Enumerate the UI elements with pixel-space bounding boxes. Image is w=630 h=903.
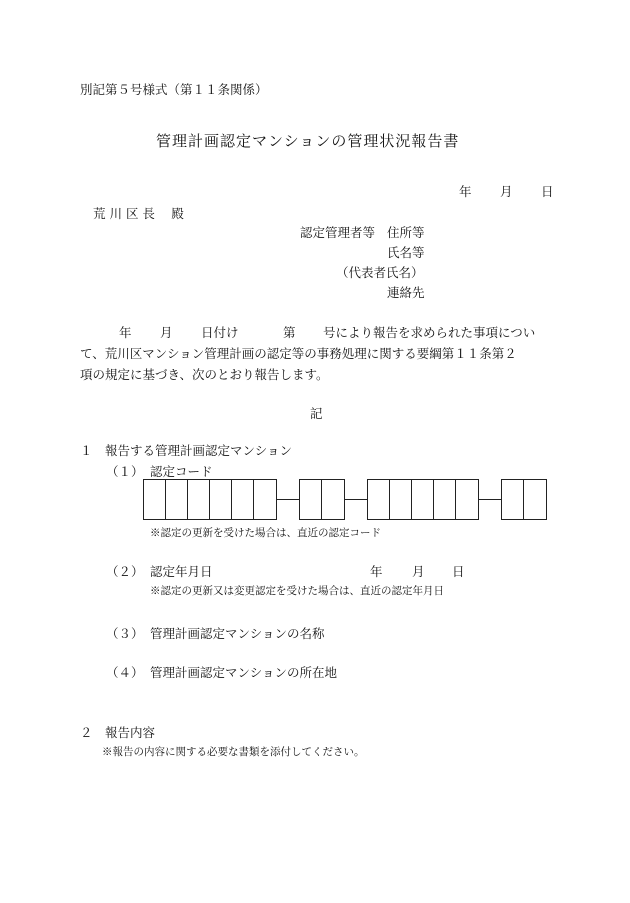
code-cell[interactable] xyxy=(502,480,524,519)
form-label: 別記第５号様式（第１１条関係） xyxy=(80,82,268,97)
code-separator xyxy=(345,499,367,500)
item2-number: （２） xyxy=(106,564,144,579)
body-year: 年 xyxy=(119,325,132,340)
representative-label: （代表者氏名） xyxy=(336,265,424,280)
code-cell[interactable] xyxy=(254,480,276,519)
code-cell[interactable] xyxy=(456,480,478,519)
date-year: 年 xyxy=(459,184,472,199)
item2-year: 年 xyxy=(370,564,383,579)
section2-heading: ２ 報告内容 xyxy=(80,725,156,740)
address-label: 住所等 xyxy=(387,225,425,240)
item2-label: 認定年月日 xyxy=(150,564,213,579)
code-group-1 xyxy=(143,479,277,520)
item2-month: 月 xyxy=(412,564,425,579)
body-dated: 日付け xyxy=(201,325,239,340)
item2-note: ※認定の更新又は変更認定を受けた場合は、直近の認定年月日 xyxy=(150,585,444,597)
section2-note: ※報告の内容に関する必要な書類を添付してください。 xyxy=(102,746,365,758)
item4-label: 管理計画認定マンションの所在地 xyxy=(150,665,337,680)
item1-number: （１） xyxy=(106,464,144,479)
code-group-2 xyxy=(299,479,345,520)
item1-label: 認定コード xyxy=(150,464,213,479)
code-cell[interactable] xyxy=(412,480,434,519)
code-cell[interactable] xyxy=(368,480,390,519)
code-cell[interactable] xyxy=(188,480,210,519)
code-cell[interactable] xyxy=(166,480,188,519)
addressee: 荒 川 区 長 殿 xyxy=(93,206,184,221)
code-cell[interactable] xyxy=(322,480,344,519)
code-cell[interactable] xyxy=(524,480,546,519)
code-cell[interactable] xyxy=(300,480,322,519)
item3-label: 管理計画認定マンションの名称 xyxy=(150,626,325,641)
item3-number: （３） xyxy=(106,626,144,641)
body-month: 月 xyxy=(160,325,173,340)
item4-number: （４） xyxy=(106,665,144,680)
body-line1-rest: 号により報告を求められた事項につい xyxy=(323,325,536,340)
contact-label: 連絡先 xyxy=(387,285,425,300)
code-cell[interactable] xyxy=(210,480,232,519)
item1-note: ※認定の更新を受けた場合は、直近の認定コード xyxy=(150,527,381,539)
code-cell[interactable] xyxy=(144,480,166,519)
code-cell[interactable] xyxy=(434,480,456,519)
date-month: 月 xyxy=(500,184,513,199)
body-line3: 項の規定に基づき、次のとおり報告します。 xyxy=(80,367,329,382)
code-separator xyxy=(479,499,501,500)
code-cell[interactable] xyxy=(390,480,412,519)
code-group-4 xyxy=(501,479,547,520)
item2-day: 日 xyxy=(452,564,465,579)
code-group-3 xyxy=(367,479,479,520)
document-title: 管理計画認定マンションの管理状況報告書 xyxy=(156,132,460,150)
section1-heading: １ 報告する管理計画認定マンション xyxy=(80,443,292,458)
body-number-prefix: 第 xyxy=(283,325,296,340)
code-separator xyxy=(277,499,299,500)
date-day: 日 xyxy=(541,184,554,199)
role-label: 認定管理者等 xyxy=(300,225,376,240)
certification-code-boxes xyxy=(143,479,547,520)
code-cell[interactable] xyxy=(232,480,254,519)
name-label: 氏名等 xyxy=(387,245,425,260)
ki-marker: 記 xyxy=(310,406,323,421)
body-line2: て、荒川区マンション管理計画の認定等の事務処理に関する要綱第１１条第２ xyxy=(80,346,517,361)
